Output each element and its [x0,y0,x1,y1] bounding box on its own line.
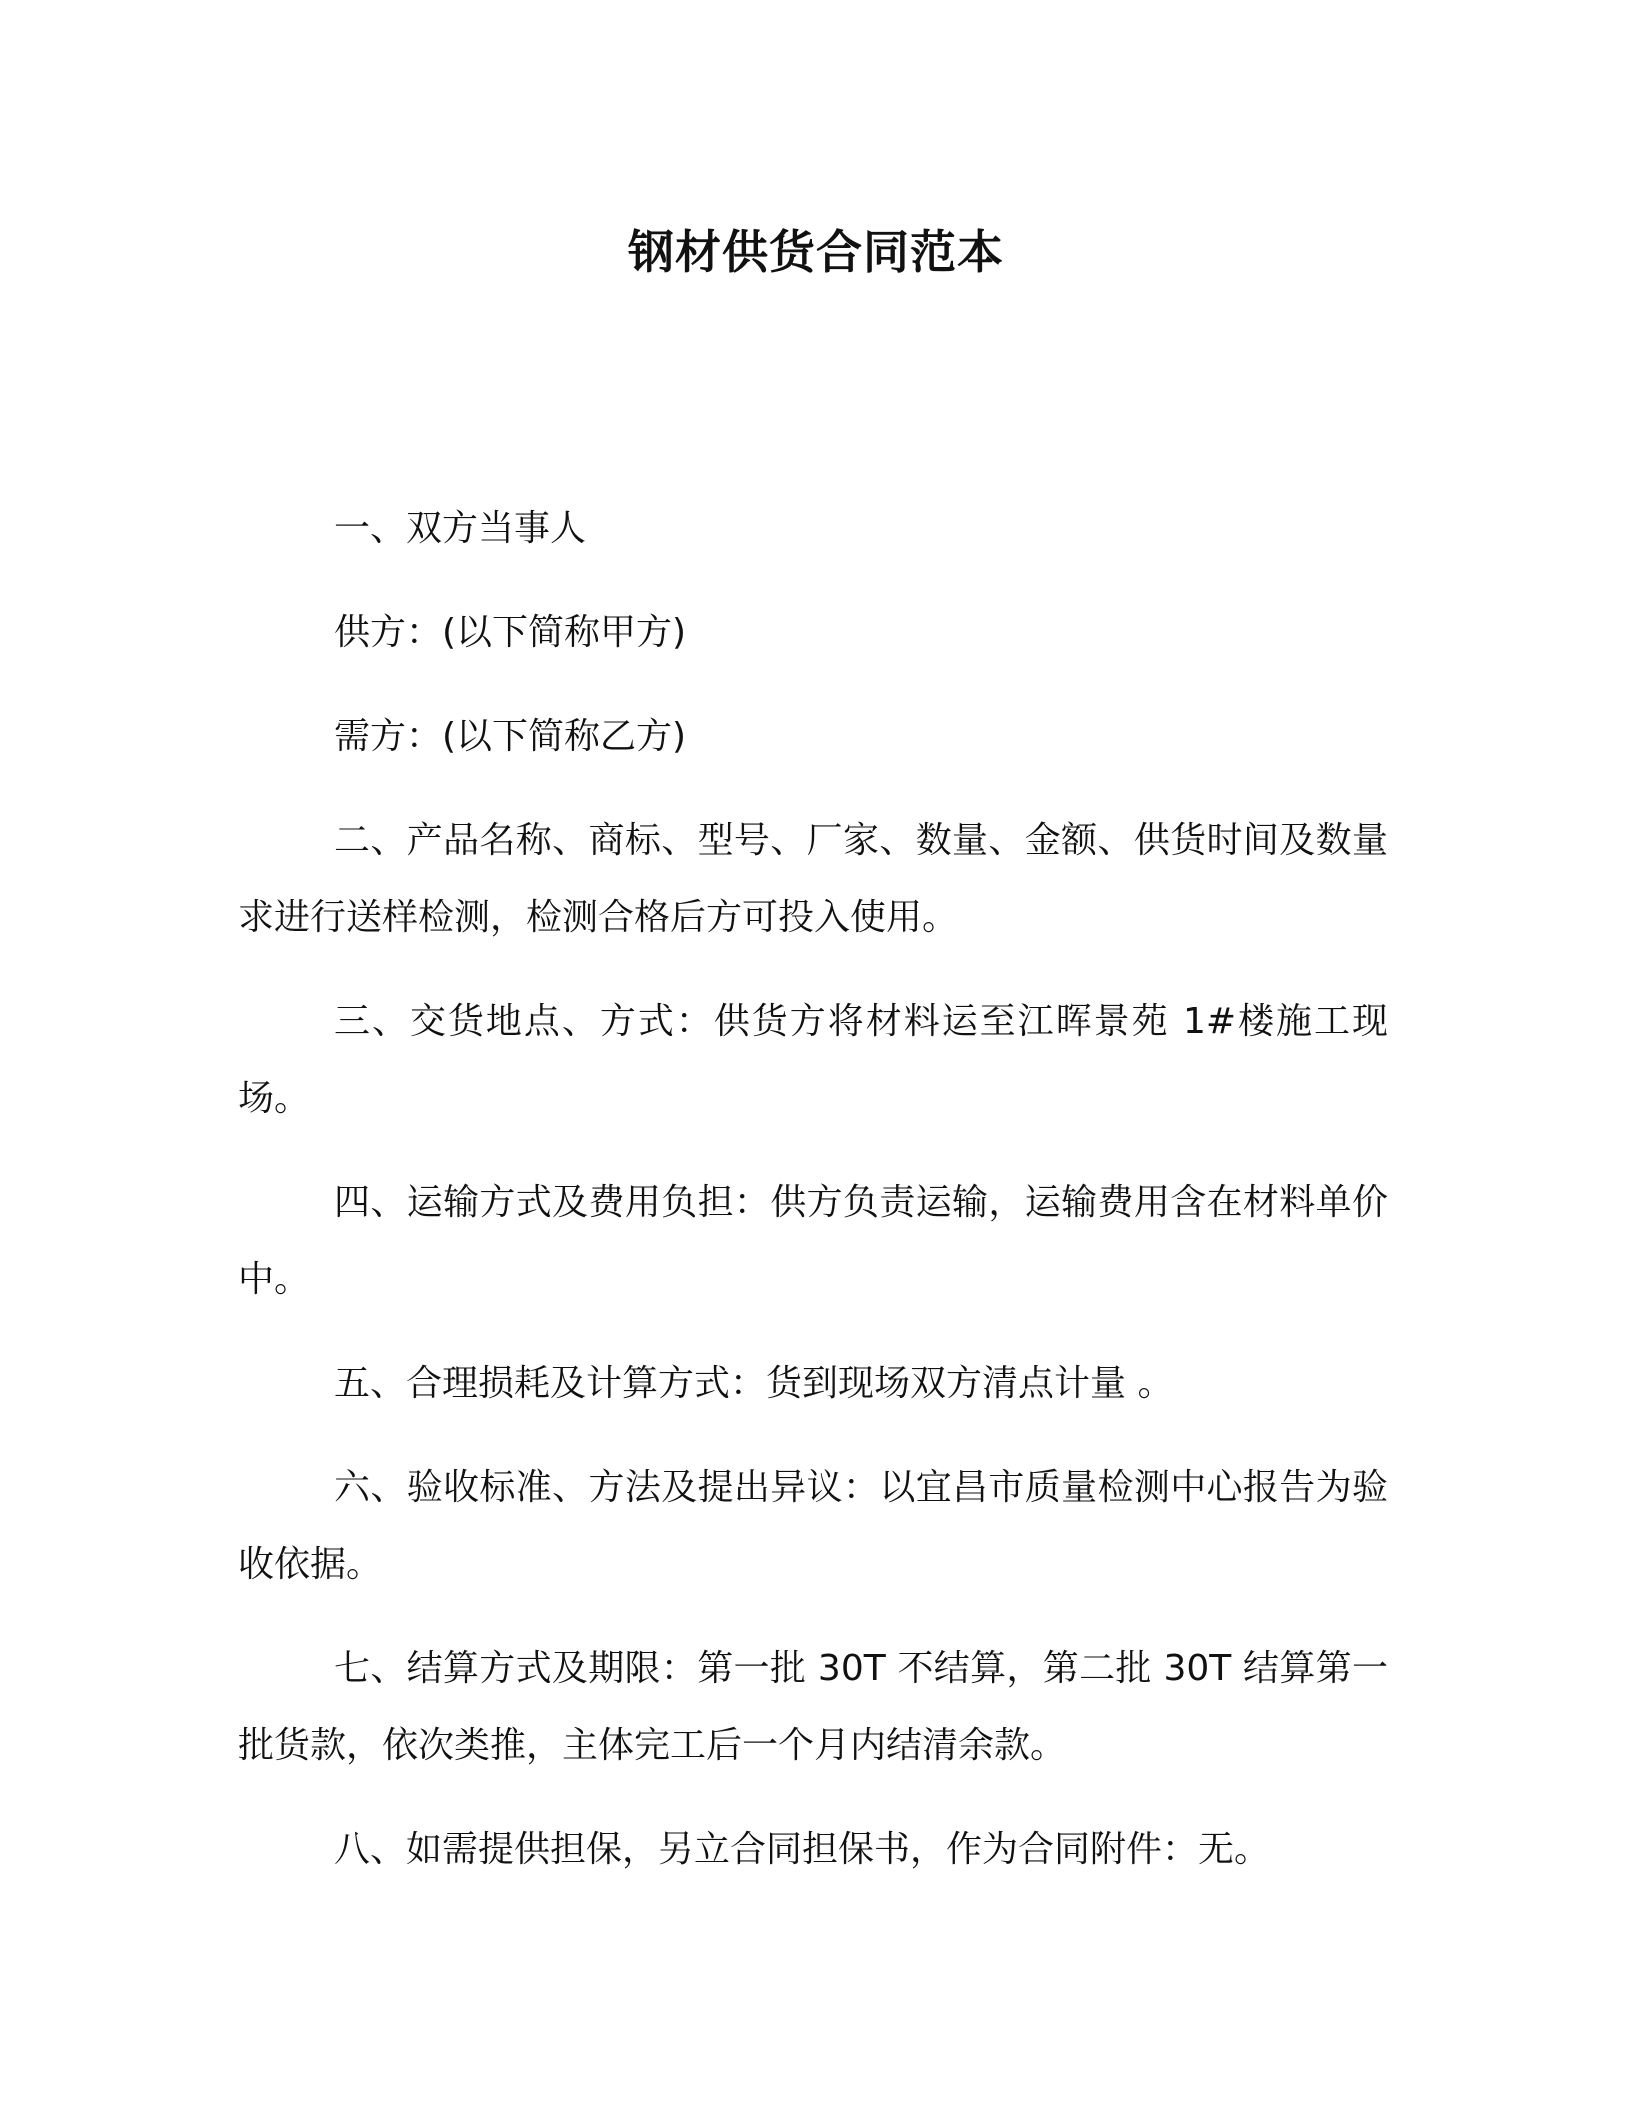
document-title: 钢材供货合同范本 [628,225,1004,279]
section-guarantee: 八、如需提供担保，另立合同担保书，作为合同附件：无。 [334,1829,1271,1870]
supplier-line: 供方：(以下简称甲方) [334,612,687,653]
section-parties-heading: 一、双方当事人 [334,508,587,549]
section-acceptance: 六、验收标准、方法及提出异议：以宜昌市质量检测中心报告为验收依据。 [238,1467,1388,1585]
document-body [238,490,1388,1915]
section-delivery: 三、交货地点、方式：供货方将材料运至江晖景苑 1#楼施工现场。 [238,1001,1388,1119]
section-loss: 五、合理损耗及计算方式：货到现场双方清点计量 。 [334,1363,1174,1404]
section-settlement: 七、结算方式及期限：第一批 30T 不结算，第二批 30T 结算第一批货款，依次类推，主体完工后一个月内结清余款。 [238,1648,1388,1766]
section-transport: 四、运输方式及费用负担：供方负责运输，运输费用含在材料单价中。 [238,1182,1388,1300]
buyer-line: 需方：(以下简称乙方) [334,716,687,757]
section-product-info: 二、产品名称、商标、型号、厂家、数量、金额、供货时间及数量求进行送样检测，检测合格后方可投入使用。 [238,820,1388,938]
